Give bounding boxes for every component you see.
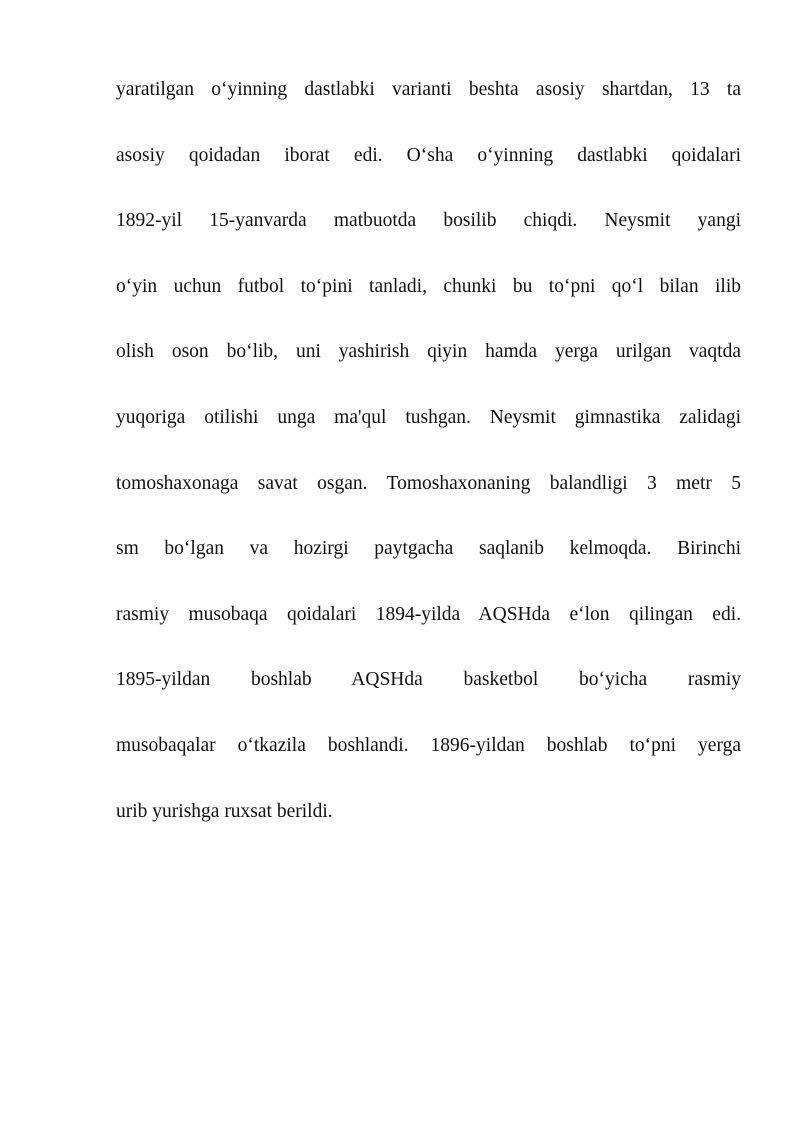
paragraph-line: 1892-yil 15-yanvarda matbuotda bosilib chiqdi. Neysmit yangi — [116, 210, 741, 232]
paragraph-line: tomoshaxonaga savat osgan. Tomoshaxonaning balandligi 3 metr 5 — [116, 472, 741, 494]
paragraph-line: yaratilgan o‘yinning dastlabki varianti beshta asosiy shartdan, 13 ta — [116, 79, 741, 100]
paragraph-line: olish oson bo‘lib, uni yashirish qiyin hamda yerga urilgan vaqtda — [116, 341, 741, 363]
paragraph-line: urib yurishga ruxsat berildi. — [116, 800, 333, 822]
body-paragraph — [116, 73, 741, 860]
paragraph-line: sm bo‘lgan va hozirgi paytgacha saqlanib kelmoqda. Birinchi — [116, 538, 741, 560]
paragraph-line: rasmiy musobaqa qoidalari 1894-yilda AQSHda e‘lon qilingan edi. — [116, 603, 741, 625]
paragraph-line: o‘yin uchun futbol to‘pini tanladi, chunki bu to‘pni qo‘l bilan ilib — [116, 275, 741, 297]
paragraph-line: 1895-yildan boshlab AQSHda basketbol bo‘yicha rasmiy — [116, 669, 741, 691]
paragraph-line: musobaqalar o‘tkazila boshlandi. 1896-yildan boshlab to‘pni yerga — [116, 734, 741, 756]
paragraph-line: asosiy qoidadan iborat edi. O‘sha o‘yinning dastlabki qoidalari — [116, 144, 741, 166]
paragraph-line: yuqoriga otilishi unga ma'qul tushgan. Neysmit gimnastika zalidagi — [116, 406, 741, 428]
